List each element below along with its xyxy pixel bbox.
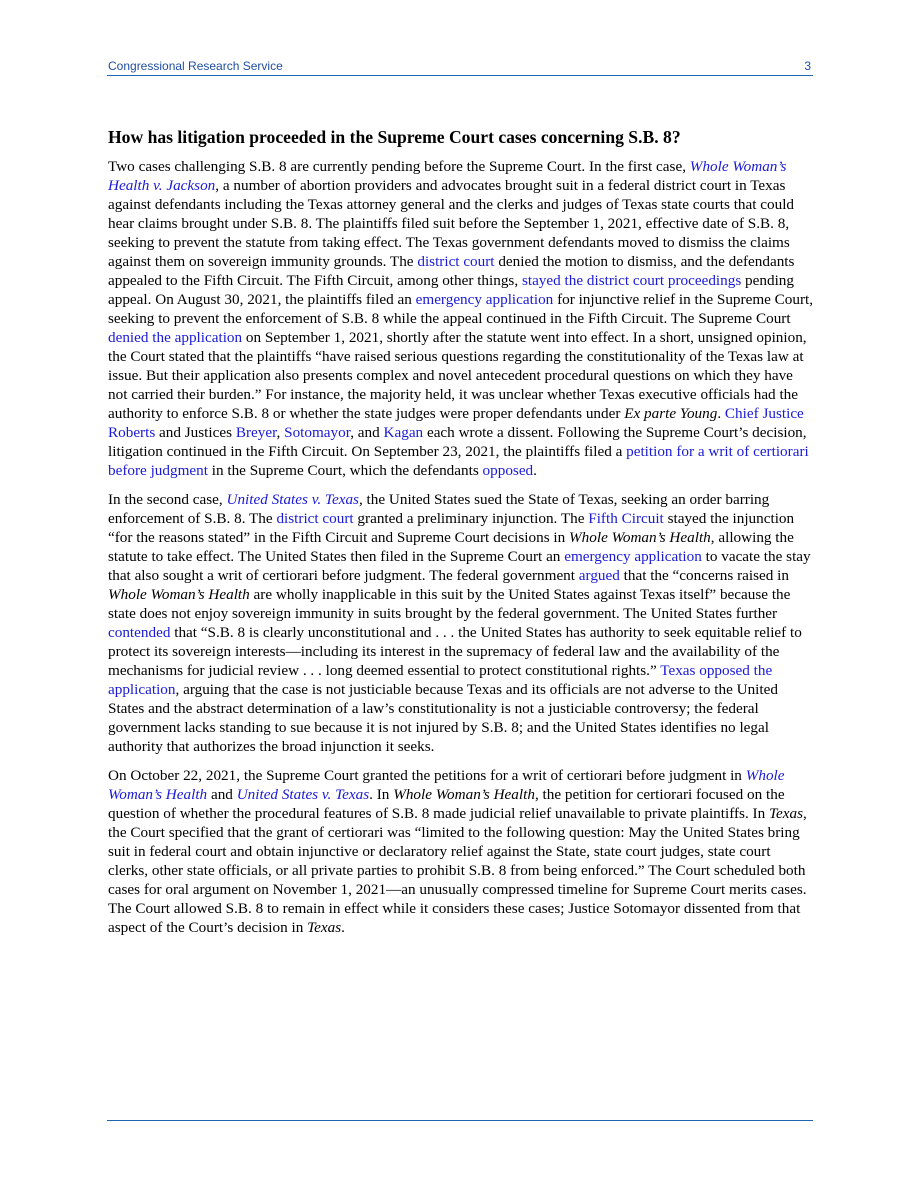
text-run: pending appeal. On August 30, 2021, the plaintiffs filed an <box>108 272 794 308</box>
text-run: , and <box>350 424 384 441</box>
text-run: , <box>276 424 285 441</box>
link-whole-womans-health-v-jackson[interactable]: Whole Woman’s Health v. Jackson <box>108 158 787 194</box>
text-run: , allowing the statute to take effect. The United States then filed in the Supreme Court an <box>108 529 794 565</box>
page-header <box>107 58 813 76</box>
header-org-name: Congressional Research Service <box>108 59 283 73</box>
text-run: on September 1, 2021, shortly after the statute went into effect. In a short, unsigned opinion, the Court stated that the plaintiffs “have raised serious questions regarding the constitutionality of the Texas law at issue. But their application also presents complex and novel antecedent procedural questions on which they have not carried their burden.” For instance, the majority held, it was unclear whether Texas executive officials had the authority to enforce S.B. 8 or whether the state judges were proper defendants under <box>108 329 807 422</box>
link-emergency-application[interactable]: emergency application <box>415 291 554 308</box>
case-name-italic: Texas <box>307 919 342 936</box>
text-run: , arguing that the case is not justiciable because Texas and its officials are not adverse to the United States and the abstract determination of a law’s constitutionality is not a justiciable controversy; the federal government lacks standing to sue because it is not injured by S.B. 8; and the United States identifies no legal authority that authorizes the broad injunction it seeks. <box>108 681 778 755</box>
link-breyer[interactable]: Breyer <box>235 424 277 441</box>
text-run: . <box>341 919 345 936</box>
text-run: , the Court specified that the grant of certiorari was “limited to the following question: May the United States bring suit in federal court and obtain injunctive or declaratory relief against the State, state court judges, state court clerks, other state officials, or all private parties to prohibit S.B. 8 from being enforced.” The Court scheduled both cases for oral argument on November 1, 2021—an unusually compressed timeline for Supreme Court merits cases. The Court allowed S.B. 8 to remain in effect while it considers these cases; Justice Sotomayor dissented from that aspect of the Court’s decision in <box>108 805 807 936</box>
link-district-court-2[interactable]: district court <box>276 510 354 527</box>
link-stayed-proceedings[interactable]: stayed the district court proceedings <box>521 272 742 289</box>
text-run: granted a preliminary injunction. The <box>353 510 589 527</box>
link-opposed[interactable]: opposed <box>482 462 534 479</box>
text-run: to vacate the stay that also sought a writ of certiorari before judgment. The federal government <box>108 548 811 584</box>
text-run: and Justices <box>155 424 236 441</box>
case-name-italic: Whole Woman’s Health <box>393 786 535 803</box>
text-run: , the United States sued the State of Texas, seeking an order barring enforcement of S.B. 8. The <box>108 491 770 527</box>
link-petition-for-writ[interactable]: petition for a writ of certiorari before judgment <box>108 443 809 479</box>
page-number: 3 <box>804 59 811 73</box>
link-united-states-v-texas-2[interactable]: United States v. Texas <box>236 786 370 803</box>
link-denied-the-application[interactable]: denied the application <box>108 329 243 346</box>
link-whole-womans-health[interactable]: Whole Woman’s Health <box>108 767 785 803</box>
case-name-italic: Whole Woman’s Health <box>569 529 711 546</box>
case-name-italic: Texas <box>769 805 804 822</box>
footer-rule <box>107 1120 813 1121</box>
text-run: each wrote a dissent. Following the Supreme Court’s decision, litigation continued in the Fifth Circuit. On September 23, 2021, the plaintiffs filed a <box>108 424 807 460</box>
text-run: In the second case, <box>108 491 227 508</box>
text-run: are wholly inapplicable in this suit by the United States against Texas itself” because the state does not enjoy sovereign immunity in suits brought by the federal government. The United States further <box>108 586 791 622</box>
text-run: in the Supreme Court, which the defendants <box>207 462 483 479</box>
text-run: , the petition for certiorari focused on the question of whether the procedural features of S.B. 8 made judicial relief unavailable to private plaintiffs. In <box>108 786 785 822</box>
text-run: . <box>533 462 537 479</box>
case-name-italic: Ex parte Young <box>624 405 718 422</box>
link-kagan[interactable]: Kagan <box>383 424 424 441</box>
text-run: Two cases challenging S.B. 8 are currently pending before the Supreme Court. In the first case, <box>108 158 690 175</box>
text-run: that “S.B. 8 is clearly unconstitutional and . . . the United States has authority to seek equitable relief to protect its sovereign interests—including its interest in the supremacy of federal law and the availability of the mechanisms for judicial review . . . long deemed essential to protect constitutional rights.” <box>108 624 802 679</box>
text-run: for injunctive relief in the Supreme Court, seeking to prevent the enforcement of S.B. 8 while the appeal continued in the Fifth Circuit. The Supreme Court <box>108 291 814 327</box>
link-district-court[interactable]: district court <box>417 253 495 270</box>
text-run: that the “concerns raised in <box>619 567 789 584</box>
text-run: . <box>717 405 725 422</box>
text-run: denied the motion to dismiss, and the defendants appealed to the Fifth Circuit. The Fifth Circuit, among other things, <box>108 253 795 289</box>
paragraph-whole-womans-health <box>108 157 814 480</box>
text-run: On October 22, 2021, the Supreme Court granted the petitions for a writ of certiorari before judgment in <box>108 767 746 784</box>
link-united-states-v-texas[interactable]: United States v. Texas <box>226 491 359 508</box>
case-name-italic: Whole Woman’s Health <box>108 586 250 603</box>
section-heading: How has litigation proceeded in the Supreme Court cases concerning S.B. 8? <box>108 127 681 147</box>
text-run: stayed the injunction “for the reasons stated” in the Fifth Circuit and Supreme Court decisions in <box>108 510 795 546</box>
document-body <box>108 126 814 947</box>
text-run: , a number of abortion providers and advocates brought suit in a federal district court in Texas against defendants including the Texas attorney general and the clerks and judges of Texas state courts that could hear claims brought under S.B. 8. The plaintiffs filed suit before the September 1, 2021, effective date of S.B. 8, seeking to prevent the statute from taking effect. The Texas government defendants moved to dismiss the claims against them on sovereign immunity grounds. The <box>108 177 795 270</box>
link-contended[interactable]: contended <box>108 624 171 641</box>
text-run: . In <box>369 786 394 803</box>
link-chief-justice-roberts[interactable]: Chief Justice Roberts <box>108 405 804 441</box>
link-argued[interactable]: argued <box>578 567 620 584</box>
text-run: and <box>207 786 237 803</box>
paragraph-certiorari-granted <box>108 766 814 937</box>
link-sotomayor[interactable]: Sotomayor <box>284 424 351 441</box>
link-texas-opposed-application[interactable]: Texas opposed the application <box>108 662 773 698</box>
paragraph-united-states-v-texas <box>108 490 814 756</box>
link-emergency-application-2[interactable]: emergency application <box>564 548 702 565</box>
link-fifth-circuit[interactable]: Fifth Circuit <box>588 510 664 527</box>
